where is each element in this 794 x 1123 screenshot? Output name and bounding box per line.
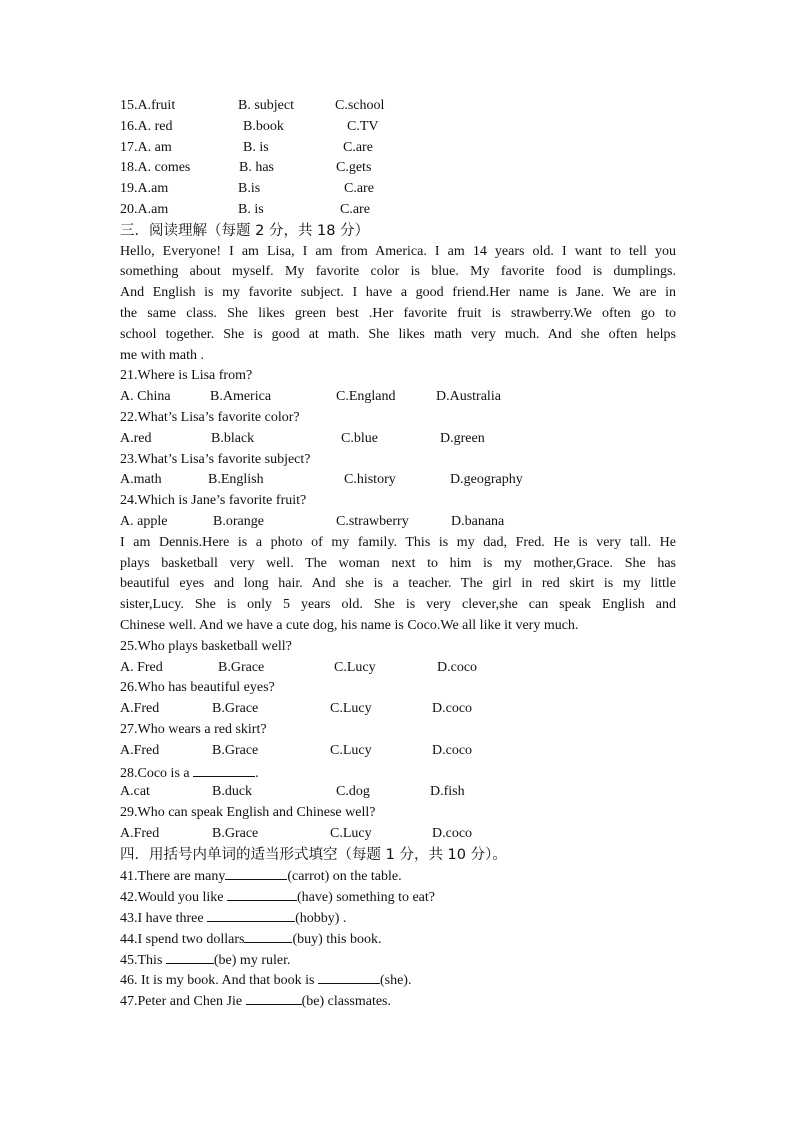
section-heading-fill-blanks: 四．用括号内单词的适当形式填空（每题 1 分，共 10 分）。 [120,846,507,863]
passage-line: I am Dennis.Here is a photo of my family. This is my dad, Fred. He is very tall. He [120,534,676,550]
option-b: B. subject [238,98,294,113]
question-group-2 [120,637,676,845]
fill-blank-item [120,990,676,1011]
option-c: C.dog [336,784,370,800]
reading-passage-1 [120,242,676,367]
passage-line: Chinese well. And we have a cute dog, his name is Coco.We all like it very much. [120,617,579,633]
option-d: D.coco [437,659,478,675]
question-text [120,762,676,783]
item-suffix: (be) classmates. [301,994,392,1010]
item-suffix: (she). [379,973,412,989]
item-suffix: (carrot) on the table. [287,869,402,885]
option-b: B.English [208,472,264,488]
option-a: A.Fred [120,825,160,841]
fill-blank-item [120,886,676,907]
passage-line: beautiful eyes and long hair. And she is a teacher. The girl in red skirt is my little [120,576,676,592]
option-a: A. Fred [120,659,163,675]
reading-passage-2 [120,533,676,637]
item-suffix: (be) my ruler. [213,952,291,968]
item-prefix: 42.Would you like [120,890,227,906]
option-d: D.coco [432,701,473,717]
answer-blank[interactable] [318,969,380,984]
cloze-row [120,200,676,221]
option-c: C.are [344,181,374,197]
option-a: A.cat [120,784,150,800]
cloze-row [120,158,676,179]
passage-line: school together. She is good at math. She likes math very much. And she often helps [120,326,676,342]
option-b: B.duck [212,784,253,800]
option-a: 16.A. red [120,118,173,134]
passage-line: sister,Lucy. She is only 5 years old. She is very clever,she can speak English and [120,597,676,613]
question-suffix: . [255,765,259,781]
question-prefix: 28.Coco is a [120,765,194,781]
option-d: D.green [440,430,485,446]
option-c: C.are [343,139,373,155]
question-text: 29.Who can speak English and Chinese well? [120,805,376,821]
item-suffix: (have) something to eat? [296,890,435,906]
option-b: B.is [238,181,261,197]
option-a: 20.A.am [120,201,169,217]
option-c: C.TV [347,118,379,134]
option-b: B.America [210,389,272,405]
answer-blank[interactable] [207,907,295,922]
option-a: A.math [120,472,162,488]
question-text: 22.What’s Lisa’s favorite color? [120,409,300,425]
option-b: B.Grace [212,825,259,841]
answer-options [120,782,676,803]
option-b: B.Grace [212,742,259,758]
answer-blank[interactable] [244,928,292,943]
fill-blank-item [120,969,676,990]
option-d: D.geography [450,472,523,488]
passage-line: me with math . [120,347,204,363]
item-suffix: (hobby) . [295,911,347,927]
cloze-row [120,96,676,117]
fill-blank-item [120,907,676,928]
option-c: C.strawberry [336,513,409,529]
cloze-row [120,117,676,138]
item-prefix: 46. It is my book. And that book is [120,973,318,989]
option-b: B.Grace [212,701,259,717]
answer-blank[interactable] [193,762,255,777]
option-d: D.coco [432,825,473,841]
option-c: C.Lucy [330,701,372,717]
option-a: 17.A. am [120,139,172,155]
item-prefix: 43.I have three [120,911,208,927]
option-a: A.Fred [120,742,160,758]
answer-options [120,429,676,450]
option-c: C.Lucy [334,659,376,675]
answer-options [120,387,676,408]
option-b: B.black [211,430,255,446]
answer-options [120,699,676,720]
option-d: D.banana [451,513,505,529]
passage-line: Hello, Everyone! I am Lisa, I am from America. I am 14 years old. I want to tell you [120,243,676,259]
option-a: A.red [120,430,152,446]
option-a: A.Fred [120,701,160,717]
item-prefix: 47.Peter and Chen Jie [120,994,246,1010]
answer-options [120,512,676,533]
answer-options [120,658,676,679]
option-c: C.are [340,201,370,217]
question-group-1 [120,366,676,532]
passage-line: And English is my favorite subject. I have a good friend.Her name is Jane. We are in [120,285,676,301]
fill-blank-item [120,865,676,886]
option-c: C.school [335,98,385,113]
fill-blank-item [120,949,676,970]
item-prefix: 45.This [120,952,166,968]
option-b: B.Grace [218,659,265,675]
question-text: 27.Who wears a red skirt? [120,721,267,737]
answer-blank[interactable] [166,949,214,964]
answer-options [120,824,676,845]
fill-blank-item [120,928,676,949]
item-suffix: (buy) this book. [292,931,382,947]
option-a: A. apple [120,513,168,529]
section-heading-reading: 三．阅读理解（每题 2 分，共 18 分） [120,222,370,239]
option-c: C.Lucy [330,825,372,841]
option-b: B. has [239,160,274,176]
option-b: B.orange [213,513,264,529]
option-d: D.coco [432,742,473,758]
question-text: 25.Who plays basketball well? [120,638,292,654]
option-a: 19.A.am [120,181,169,197]
question-text: 23.What’s Lisa’s favorite subject? [120,451,311,467]
option-d: D.Australia [436,389,501,405]
answer-blank[interactable] [225,865,287,880]
question-text: 26.Who has beautiful eyes? [120,680,275,696]
question-text: 21.Where is Lisa from? [120,368,253,384]
option-b: B.book [243,118,284,134]
cloze-row [120,179,676,200]
answer-blank[interactable] [227,886,297,901]
option-c: C.blue [341,430,378,446]
option-d: D.fish [430,784,465,800]
option-a: 18.A. comes [120,160,191,176]
option-c: C.gets [336,160,372,176]
passage-line: plays basketball very well. The woman next to him is my mother,Grace. She has [120,555,676,571]
cloze-row [120,138,676,159]
option-c: C.history [344,472,396,488]
item-prefix: 44.I spend two dollars [120,931,245,947]
item-prefix: 41.There are many [120,869,226,885]
option-a: A. China [120,389,171,405]
passage-line: something about myself. My favorite color is blue. My favorite food is dumplings. [120,264,676,280]
cloze-options [120,96,676,221]
option-c: C.England [336,389,396,405]
option-a: 15.A.fruit [120,98,176,113]
option-c: C.Lucy [330,742,372,758]
option-b: B. is [238,201,264,217]
answer-options [120,470,676,491]
passage-line: the same class. She likes green best .Her favorite fruit is strawberry.We often go to [120,305,676,321]
answer-options [120,741,676,762]
option-b: B. is [243,139,269,155]
answer-blank[interactable] [246,990,302,1005]
exam-page [120,96,676,1011]
question-text: 24.Which is Jane’s favorite fruit? [120,493,307,509]
fill-blank-list [120,865,676,1011]
